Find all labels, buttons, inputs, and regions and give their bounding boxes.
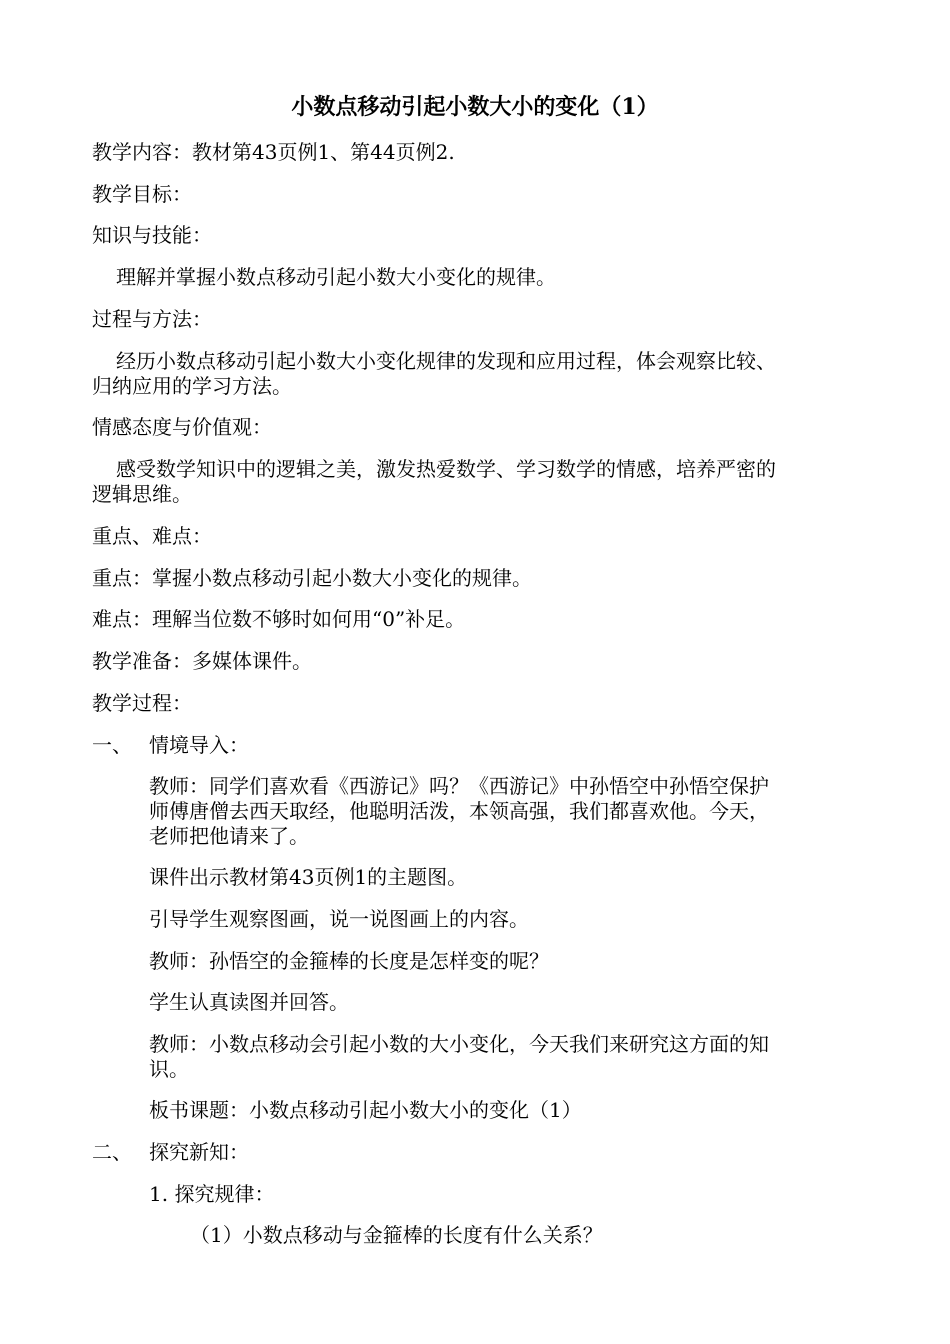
process-text-line-2: 归纳应用的学习方法。	[92, 374, 292, 398]
section-1-heading	[92, 732, 862, 758]
key-point: 重点：掌握小数点移动引起小数大小变化的规律。	[92, 566, 532, 590]
process-heading: 过程与方法：	[92, 307, 212, 331]
s1-paragraph-6-line-2: 识。	[149, 1057, 189, 1081]
emotion-text-line-1: 感受数学知识中的逻辑之美，激发热爱数学、学习数学的情感，培养严密的	[116, 457, 776, 481]
emotion-heading: 情感态度与价值观：	[92, 415, 272, 439]
process-steps-heading: 教学过程：	[92, 691, 192, 715]
knowledge-heading: 知识与技能：	[92, 223, 212, 247]
s1-paragraph-7: 板书课题：小数点移动引起小数大小的变化（1）	[149, 1098, 582, 1122]
s1-paragraph-5: 学生认真读图并回答。	[149, 990, 349, 1014]
s2-subheading-1: 1. 探究规律：	[149, 1182, 275, 1206]
s1-paragraph-1-line-3: 老师把他请来了。	[149, 824, 309, 848]
s1-paragraph-1-line-2: 师傅唐僧去西天取经，他聪明活泼，本领高强，我们都喜欢他。今天，	[149, 799, 769, 823]
difficult-point: 难点：理解当位数不够时如何用“0”补足。	[92, 607, 466, 631]
section-2-heading	[92, 1139, 862, 1165]
teaching-preparation: 教学准备：多媒体课件。	[92, 649, 312, 673]
section-2-number: 二、	[92, 1140, 132, 1164]
teaching-content: 教学内容：教材第43页例1、第44页例2.	[92, 140, 455, 164]
s1-paragraph-1-line-1: 教师：同学们喜欢看《西游记》吗？《西游记》中孙悟空中孙悟空保护	[149, 774, 769, 798]
section-1-label: 情境导入：	[149, 733, 249, 757]
goals-heading: 教学目标：	[92, 182, 192, 206]
emotion-text-line-2: 逻辑思维。	[92, 482, 192, 506]
section-2-label: 探究新知：	[149, 1140, 249, 1164]
s1-paragraph-4: 教师：孙悟空的金箍棒的长度是怎样变的呢？	[149, 949, 549, 973]
knowledge-text: 理解并掌握小数点移动引起小数大小变化的规律。	[116, 265, 556, 289]
s1-paragraph-2: 课件出示教材第43页例1的主题图。	[149, 865, 468, 889]
s2-question-1: （1）小数点移动与金箍棒的长度有什么关系？	[190, 1223, 603, 1247]
process-text-line-1: 经历小数点移动引起小数大小变化规律的发现和应用过程，体会观察比较、	[116, 349, 776, 373]
document-title: 小数点移动引起小数大小的变化（1）	[291, 94, 659, 120]
section-1-number: 一、	[92, 733, 132, 757]
key-heading: 重点、难点：	[92, 524, 212, 548]
s1-paragraph-3: 引导学生观察图画，说一说图画上的内容。	[149, 907, 529, 931]
s1-paragraph-6-line-1: 教师：小数点移动会引起小数的大小变化，今天我们来研究这方面的知	[149, 1032, 769, 1056]
